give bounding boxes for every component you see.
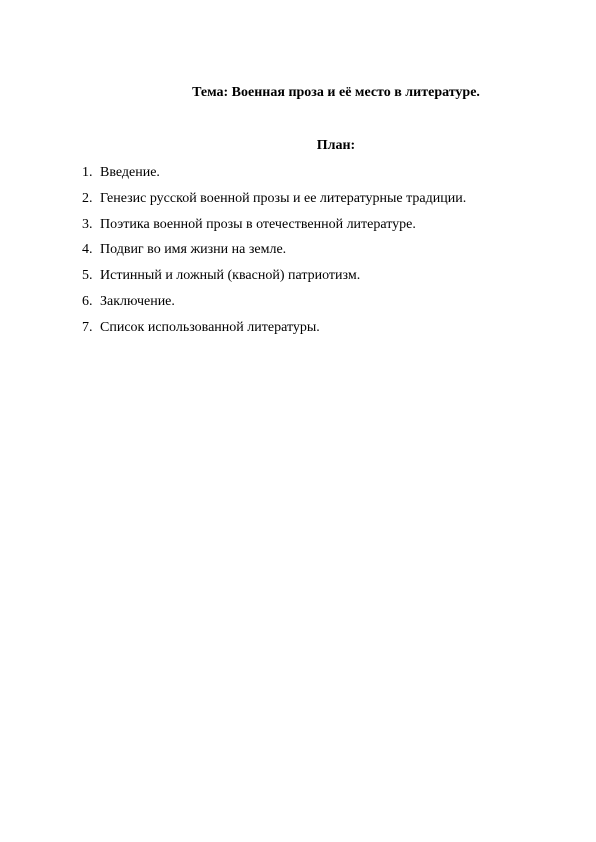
plan-item (82, 164, 552, 190)
plan-item-number: 5. (82, 268, 93, 284)
plan-item (82, 267, 552, 293)
plan-list (82, 164, 552, 345)
plan-item-number: 1. (82, 165, 93, 180)
plan-item-text: Заключение. (100, 293, 175, 309)
plan-item-text: Поэтика военной прозы в отечественной литературе. (100, 216, 416, 232)
plan-item (82, 241, 552, 267)
plan-item-text: Список использованной литературы. (100, 319, 320, 335)
plan-item (82, 319, 552, 345)
plan-item-text: Введение. (100, 165, 160, 180)
plan-item-number: 6. (82, 293, 93, 309)
plan-item-number: 7. (82, 319, 93, 335)
plan-item-number: 2. (82, 190, 93, 206)
document-title: Тема: Военная проза и её место в литературе. (192, 85, 480, 100)
plan-item-number: 4. (82, 242, 93, 258)
plan-item-text: Генезис русской военной прозы и ее литературные традиции. (100, 190, 467, 206)
plan-item-text: Истинный и ложный (квасной) патриотизм. (100, 268, 361, 284)
plan-item (82, 190, 552, 216)
plan-heading: План: (316, 138, 356, 153)
plan-item (82, 216, 552, 242)
plan-item (82, 293, 552, 319)
plan-item-number: 3. (82, 216, 93, 232)
plan-item-text: Подвиг во имя жизни на земле. (100, 242, 287, 258)
